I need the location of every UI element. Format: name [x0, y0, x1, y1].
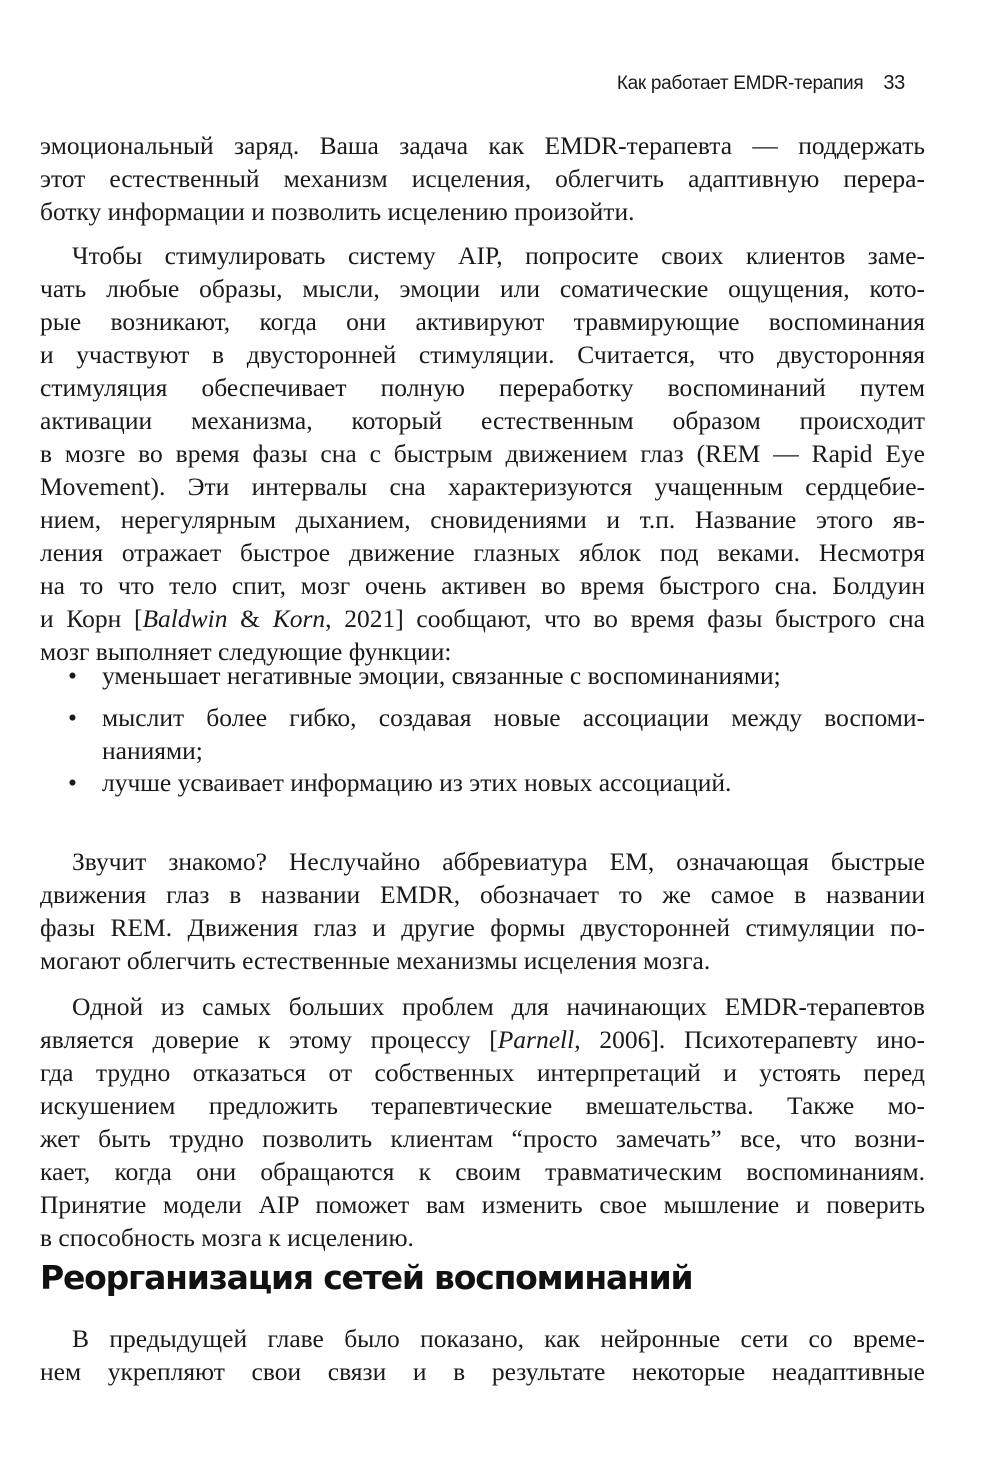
text-segment: нием, нерегулярным дыханием, сновидениями и т.п. Название этого яв- — [40, 505, 925, 534]
text-line — [40, 239, 925, 272]
text-segment: является доверие к этому процессу [ — [40, 1025, 498, 1054]
text-line — [40, 162, 925, 195]
text-segment: ботку информации и позволить исцелению произойти. — [40, 197, 635, 226]
text-line — [40, 602, 925, 635]
text-segment: рые возникают, когда они активируют травмирующие воспоминания — [40, 307, 925, 336]
text-line — [40, 1122, 925, 1155]
text-segment: Одной из самых больших проблем для начинающих EMDR-терапевтов — [72, 992, 925, 1021]
text-segment: в способность мозга к исцелению. — [40, 1223, 414, 1252]
text-line — [40, 990, 925, 1023]
bullet-icon: • — [68, 661, 77, 690]
text-segment: лучше усваивает информацию из этих новых ассоциаций. — [102, 768, 732, 797]
paragraph — [40, 990, 925, 1254]
citation-author: Korn — [272, 604, 326, 633]
text-segment: & — [227, 604, 273, 633]
text-line — [40, 1221, 925, 1254]
text-segment: В предыдущей главе было показано, как нейронные сети со време- — [72, 1324, 925, 1353]
text-segment: фазы REM. Движения глаз и другие формы двусторонней стимуляции по- — [40, 913, 925, 942]
text-segment: гда трудно отказаться от собственных интерпретаций и устоять перед — [40, 1058, 925, 1087]
text-segment: кает, когда они обращаются к своим травматическим воспоминаниям. — [40, 1157, 925, 1186]
text-line — [40, 536, 925, 569]
text-segment: активации механизма, который естественным образом происходит — [40, 406, 925, 435]
paragraph — [40, 1322, 925, 1388]
text-segment: ления отражает быстрое движение глазных яблок под веками. Несмотря — [40, 538, 925, 567]
section-heading: Реорганизация сетей воспоминаний — [40, 1258, 693, 1297]
text-line — [40, 195, 925, 228]
text-segment: , 2021] сообщают, что во время фазы быстрого сна — [325, 604, 925, 633]
text-line — [40, 129, 925, 162]
text-segment: чать любые образы, мысли, эмоции или соматические ощущения, кото- — [40, 274, 925, 303]
text-line — [40, 371, 925, 404]
text-segment: , 2006]. Психотерапевту ино- — [574, 1025, 925, 1054]
citation-author: Baldwin — [142, 604, 228, 633]
text-segment: Movement). Эти интервалы сна характеризуются учащенным сердцебие- — [40, 472, 925, 501]
text-segment: могают облегчить естественные механизмы исцеления мозга. — [40, 946, 711, 975]
text-segment: и участвуют в двусторонней стимуляции. Считается, что двусторонняя — [40, 340, 925, 369]
text-segment: Принятие модели AIP поможет вам изменить свое мышление и поверить — [40, 1190, 925, 1219]
text-line — [40, 1089, 925, 1122]
text-line — [40, 338, 925, 371]
text-segment: стимуляция обеспечивает полную переработку воспоминаний путем — [40, 373, 925, 402]
text-segment: наниями; — [102, 736, 203, 765]
text-segment: Звучит знакомо? Неслучайно аббревиатура EM, означающая быстрые — [72, 847, 925, 876]
text-line — [40, 305, 925, 338]
text-line — [40, 272, 925, 305]
text-line — [40, 1188, 925, 1221]
text-line — [40, 1355, 925, 1388]
text-line — [40, 766, 925, 799]
text-line — [40, 944, 925, 977]
text-segment: Чтобы стимулировать систему AIP, попросите своих клиентов заме- — [72, 241, 925, 270]
text-segment: в мозге во время фазы сна с быстрым движением глаз (REM — Rapid Eye — [40, 439, 925, 468]
text-line — [40, 437, 925, 470]
text-segment: и Корн [ — [40, 604, 143, 633]
text-line — [40, 1023, 925, 1056]
bullet-item — [40, 701, 925, 767]
text-segment: на то что тело спит, мозг очень активен во время быстрого сна. Болдуин — [40, 571, 925, 600]
text-line — [40, 1155, 925, 1188]
bullet-item — [40, 766, 925, 799]
paragraph — [40, 129, 925, 228]
text-segment: эмоциональный заряд. Ваша задача как EMDR-терапевта — поддержать — [40, 131, 925, 160]
text-segment: уменьшает негативные эмоции, связанные с воспоминаниями; — [102, 661, 781, 690]
text-line — [40, 470, 925, 503]
text-line — [40, 734, 925, 767]
text-line — [40, 1056, 925, 1089]
text-segment: этот естественный механизм исцеления, облегчить адаптивную перера- — [40, 164, 925, 193]
bullet-icon: • — [68, 768, 77, 797]
text-segment: искушением предложить терапевтические вмешательства. Также мо- — [40, 1091, 925, 1120]
running-header — [617, 72, 905, 95]
text-line — [40, 404, 925, 437]
text-line — [40, 503, 925, 536]
text-line — [40, 569, 925, 602]
chapter-title: Как работает EMDR-терапия — [616, 73, 864, 94]
text-segment: жет быть трудно позволить клиентам “просто замечать” все, что возни- — [40, 1124, 925, 1153]
text-segment: мыслит более гибко, создавая новые ассоциации между воспоми- — [102, 703, 925, 732]
citation-author: Parnell — [497, 1025, 575, 1054]
paragraph — [40, 239, 925, 668]
text-segment: движения глаз в названии EMDR, обозначает то же самое в названии — [40, 880, 925, 909]
text-line — [40, 878, 925, 911]
text-line — [40, 845, 925, 878]
text-line — [40, 911, 925, 944]
text-line — [40, 1322, 925, 1355]
text-segment: нем укрепляют свои связи и в результате некоторые неадаптивные — [40, 1357, 925, 1386]
bullet-icon: • — [68, 703, 77, 732]
page-number: 33 — [883, 72, 905, 94]
text-line — [40, 701, 925, 734]
paragraph — [40, 845, 925, 977]
text-line — [40, 659, 925, 692]
bullet-item — [40, 659, 925, 692]
text-segment: мозг выполняет следующие функции: — [40, 637, 452, 666]
